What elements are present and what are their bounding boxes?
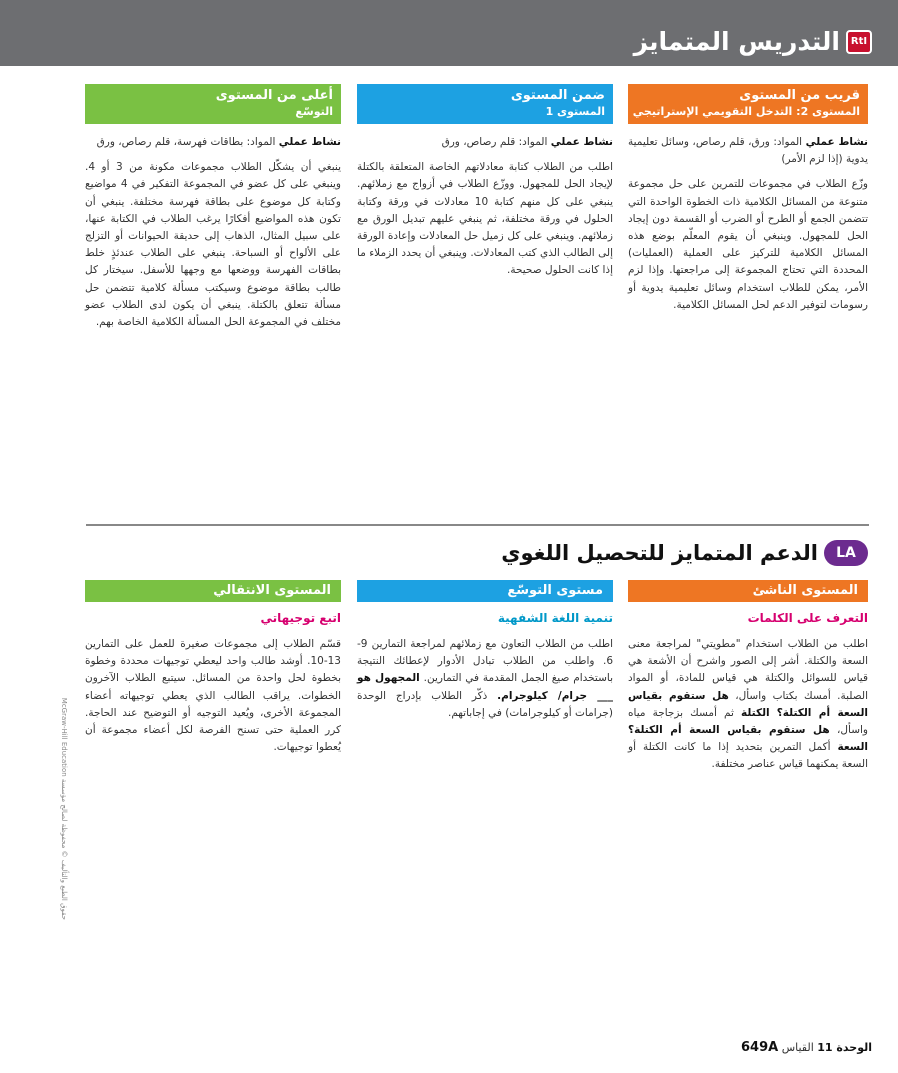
column-text-approaching <box>628 134 868 322</box>
column-subtitle: التوسّع <box>295 105 333 118</box>
column-subtitle: المستوى 2: التدخل التقويمي الإستراتيجي <box>632 105 860 118</box>
activity-body: اطلب من الطلاب كتابة معادلاتهم الخاصة المتعلقة بالكتلة لإيجاد الحل للمجهول. ووزّع الطلاب في أزواج مع زملائهم. ينبغي على كل منهم كتابة 10 معادلات في ورقة وكتابة الحلول في ورقة مختلفة، ثم ينبغي عليهم تبديل الورق مع زملائهم. وينبغي على كل زميل حل المعادلات وإعادة الورقة إلى الطالب الذي كتب المعادلات. وينبغي أن يحدد الزملاء ما إذا كانت الحلول صحيحة. <box>357 161 613 277</box>
level-body: ثم أمسك بزجاجة مياه واسأل، <box>628 706 868 737</box>
column-title: قريب من المستوى <box>739 88 860 103</box>
level-text-bridging <box>85 636 341 756</box>
sentence-frame: المجهول هو ___ جرام/ كيلوجرام. <box>357 672 613 702</box>
activity-body: وزّع الطلاب في مجموعات للتمرين على حل مجموعة متنوعة من المسائل الكلامية ذات الخطوة الواحدة التي تتضمن الجمع أو الطرح أو الضرب أو القسمة دون إيجاد الحل للمجهول. وينبغي أن يقوم المعلّم بوضع هذه المسائل الكلامية للتركيز على العملية (العمليات) المحددة التي تحتاج المجموعة إلى مراجعتها. وإذا لزم الأمر، يمكن للطلاب استخدام وسائل تعليمية يدوية أو رسومات لتوفير الدعم لحل المسائل الكلامية. <box>628 178 868 311</box>
column-text-on-level <box>357 134 613 288</box>
rti-badge-icon: RtI <box>846 30 872 54</box>
page-number: 649A <box>741 1040 779 1055</box>
level-subtitle: التعرف على الكلمات <box>747 611 868 625</box>
activity-label: نشاط عملي <box>805 136 868 148</box>
level-text-expanding <box>357 636 613 722</box>
answer-prompt: السعة <box>837 741 868 754</box>
materials-text: المواد: قلم رصاص، ورق <box>441 136 548 148</box>
level-header-emerging: المستوى الناشئ <box>628 580 868 602</box>
level-body: اطلب من الطلاب استخدام "مطويتي" لمراجعة معنى السعة والكتلة. أشر إلى الصور واشرح أن الأشعة هي قياس للسوائل والكتلة هي قياس للمادة، أو المواد الصلبة. أمسك بكتاب واسأل، <box>628 638 868 702</box>
question-prompt: هل ستقوم بقياس السعة أم الكتلة؟ <box>628 724 830 737</box>
column-header-beyond <box>85 84 341 124</box>
copyright-note <box>58 697 70 922</box>
page-title: التدريس المتمايز <box>633 27 840 56</box>
header-bar <box>0 0 898 66</box>
level-header-expanding: مستوى التوسّع <box>357 580 613 602</box>
section-divider <box>86 524 869 526</box>
footer-unit: الوحدة 11 <box>817 1041 872 1054</box>
activity-label: نشاط عملي <box>278 136 341 148</box>
column-subtitle: المستوى 1 <box>545 105 605 118</box>
level-body: أكمل التمرين بتحديد إذا ما كانت الكتلة أو السعة يمكنهما قياس عناصر مختلفة. <box>628 741 868 771</box>
column-title: ضمن المستوى <box>510 88 605 103</box>
column-title: أعلى من المستوى <box>215 88 333 103</box>
level-body: ذكّر الطلاب بإدراج الوحدة (جرامات أو كيلوجرامات) في إجاباتهم. <box>357 689 613 719</box>
question-prompt: هل ستقوم بقياس السعة أم الكتلة؟ <box>628 689 869 719</box>
level-text-emerging <box>628 636 868 774</box>
activity-label: نشاط عملي <box>550 136 613 148</box>
level-subtitle: تنمية اللغة الشفهية <box>497 611 613 625</box>
materials-text: المواد: بطاقات فهرسة، قلم رصاص، ورق <box>96 136 276 148</box>
copyright-text: حقوق الطبع والتأليف © محفوظة لصالح مؤسسة McGraw-Hill Education <box>60 697 68 920</box>
column-text-beyond <box>85 134 341 339</box>
level-body: قسّم الطلاب إلى مجموعات صغيرة للعمل على التمارين 13-10. أوشد طالب واحد ليعطي توجيهات محددة وخطوة بخطوة لحل واحدة من المسائل. سيتبع الطلاب الآخرون الخطوات. يراقب الطالب الذي يعطي توجيهاته أعضاء المجموعة الأخرى، ويُعيد التوجيه أو التوضيح عند الحاجة. كرر العملية حتى تسنح الفرصة لكل أعضاء مجموعة أن يُعطوا توجيهات. <box>85 638 341 754</box>
page-footer <box>727 1040 872 1055</box>
level-body: اطلب من الطلاب التعاون مع زملائهم لمراجعة التمارين 9-6. واطلب من الطلاب تبادل الأدوار لإعطائك النتيجة باستخدام صيغ الجمل المقدمة في التمارين. <box>357 638 613 685</box>
level-subtitle: اتبع توجيهاتي <box>260 611 341 625</box>
answer-prompt: الكتلة <box>741 706 770 719</box>
activity-body: ينبغي أن يشكّل الطلاب مجموعات مكونة من 3 أو 4. وينبغي على كل عضو في المجموعة التفكير في 4 مواضيع وكتابة كل موضوع على بطاقة فهرسة مختلفة. ينبغي أن تكون هذه المواضيع أفكارًا يرغب الطلاب في الكتابة عنها، على سبيل المثال، الذهاب إلى حديقة الحيوانات أو التزلج على الألواح أو السباحة. ينبغي على الطلاب عندئذٍ خلط بطاقات الفهرسة ووضعها مع وجهها للأسفل. سيختار كل طالب بطاقة موضوع وسيكتب مسألة كلامية تتضمن حل مسألة تتعلق بالكتلة. ينبغي أن يكون لدى الطلاب عضو مختلف في المجموعة الحل المسألة الكلامية الخاصة بهم. <box>85 161 341 329</box>
level-header-bridging: المستوى الانتقالي <box>85 580 341 602</box>
materials-text: المواد: ورق، قلم رصاص، وسائل تعليمية يدوية (إذا لزم الأمر) <box>628 136 868 166</box>
column-header-approaching <box>628 84 868 124</box>
column-header-on-level <box>357 84 613 124</box>
section-title: الدعم المتمايز للتحصيل اللغوي <box>501 541 818 565</box>
footer-topic: القياس <box>781 1041 814 1054</box>
la-badge-icon: LA <box>824 540 868 566</box>
